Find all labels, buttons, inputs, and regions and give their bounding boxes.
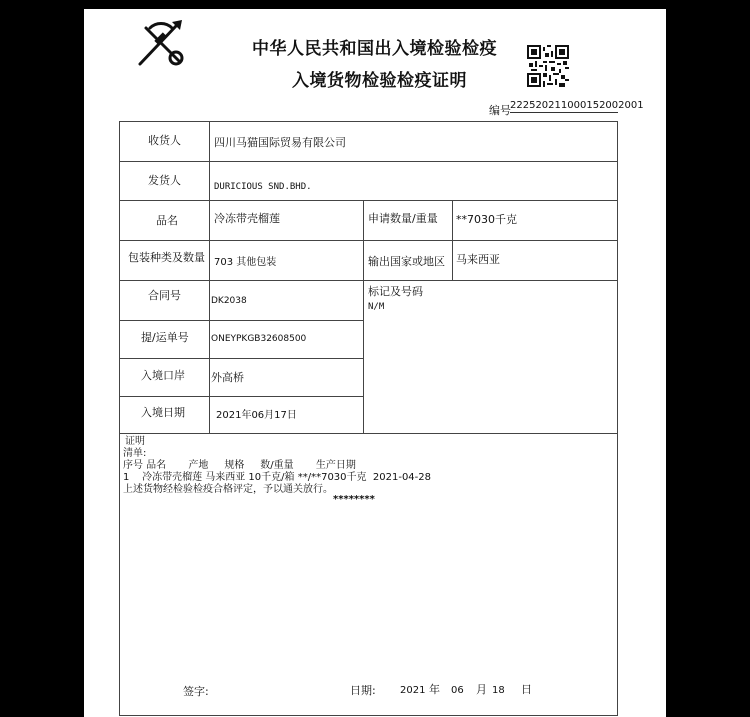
entry-date-value: 2021年06月17日 [216, 410, 297, 421]
contract-label: 合同号 [148, 289, 181, 302]
marks-label: 标记及号码 [368, 285, 423, 298]
consignee-label: 收货人 [148, 134, 181, 147]
serial-number-value: 222520211000152002001 [510, 100, 644, 111]
entry-port-label: 入境口岸 [141, 369, 185, 382]
issue-month: 06 [451, 685, 464, 696]
ciq-emblem-icon [136, 18, 186, 68]
table-border-left [119, 121, 120, 716]
table-border-right [617, 121, 618, 716]
goods-list-row: 1 冷冻带壳榴莲 马来西亚 10千克/箱 **/**7030千克 2021-04-28 [123, 472, 431, 483]
marks-value: N/M [368, 302, 385, 312]
qr-code-icon [527, 45, 569, 87]
table-border-top [119, 121, 617, 122]
issue-day: 18 [492, 685, 505, 696]
goods-value: 冷冻带壳榴莲 [214, 212, 280, 225]
issue-month-unit: 月 [476, 683, 487, 696]
goods-list-label: 清单: [123, 448, 147, 459]
entry-port-value: 外高桥 [211, 371, 244, 384]
table-border-bottom [119, 715, 617, 716]
document-subtitle: 入境货物检验检疫证明 [292, 71, 467, 91]
goods-list-columns: 序号 品名 产地 规格 数/重量 生产日期 [123, 460, 356, 471]
quantity-label: 申请数量/重量 [368, 212, 438, 225]
document-title: 中华人民共和国出入境检验检疫 [252, 39, 497, 59]
signature-label: 签字: [183, 685, 209, 698]
packing-value: 703 其他包装 [214, 257, 277, 268]
table-divider [209, 121, 210, 433]
table-rule [119, 320, 363, 321]
issue-year: 2021 [400, 685, 426, 696]
quantity-value: **7030千克 [456, 213, 517, 226]
bill-of-lading-value: ONEYPKGB32608500 [211, 334, 307, 344]
table-rule [119, 161, 617, 162]
certificate-page [84, 9, 666, 717]
consignor-label: 发货人 [148, 174, 181, 187]
issue-date-label: 日期: [350, 684, 376, 697]
origin-value: 马来西亚 [456, 253, 500, 266]
table-divider [452, 200, 453, 280]
serial-number-label: 编号 [489, 104, 511, 117]
issue-day-unit: 日 [521, 683, 532, 696]
table-rule [119, 200, 617, 201]
table-rule [119, 358, 363, 359]
consignee-value: 四川马猫国际贸易有限公司 [214, 136, 346, 149]
goods-label: 品名 [156, 214, 178, 227]
entry-date-label: 入境日期 [141, 406, 185, 419]
certificate-heading: 证明 [125, 436, 145, 447]
origin-label: 输出国家或地区 [368, 255, 445, 268]
table-rule [119, 433, 617, 434]
certificate-statement: 上述货物经检验检疫合格评定，予以通关放行。 [123, 484, 333, 495]
contract-value: DK2038 [211, 296, 247, 306]
end-of-list-mark: ******** [333, 494, 375, 505]
issue-year-unit: 年 [429, 683, 440, 696]
table-rule [119, 396, 363, 397]
consignor-value: DURICIOUS SND.BHD. [214, 182, 312, 192]
table-divider [363, 200, 364, 433]
table-rule [119, 280, 617, 281]
bill-of-lading-label: 提/运单号 [141, 331, 189, 344]
packing-label: 包装种类及数量 [128, 251, 205, 264]
table-rule [119, 240, 617, 241]
